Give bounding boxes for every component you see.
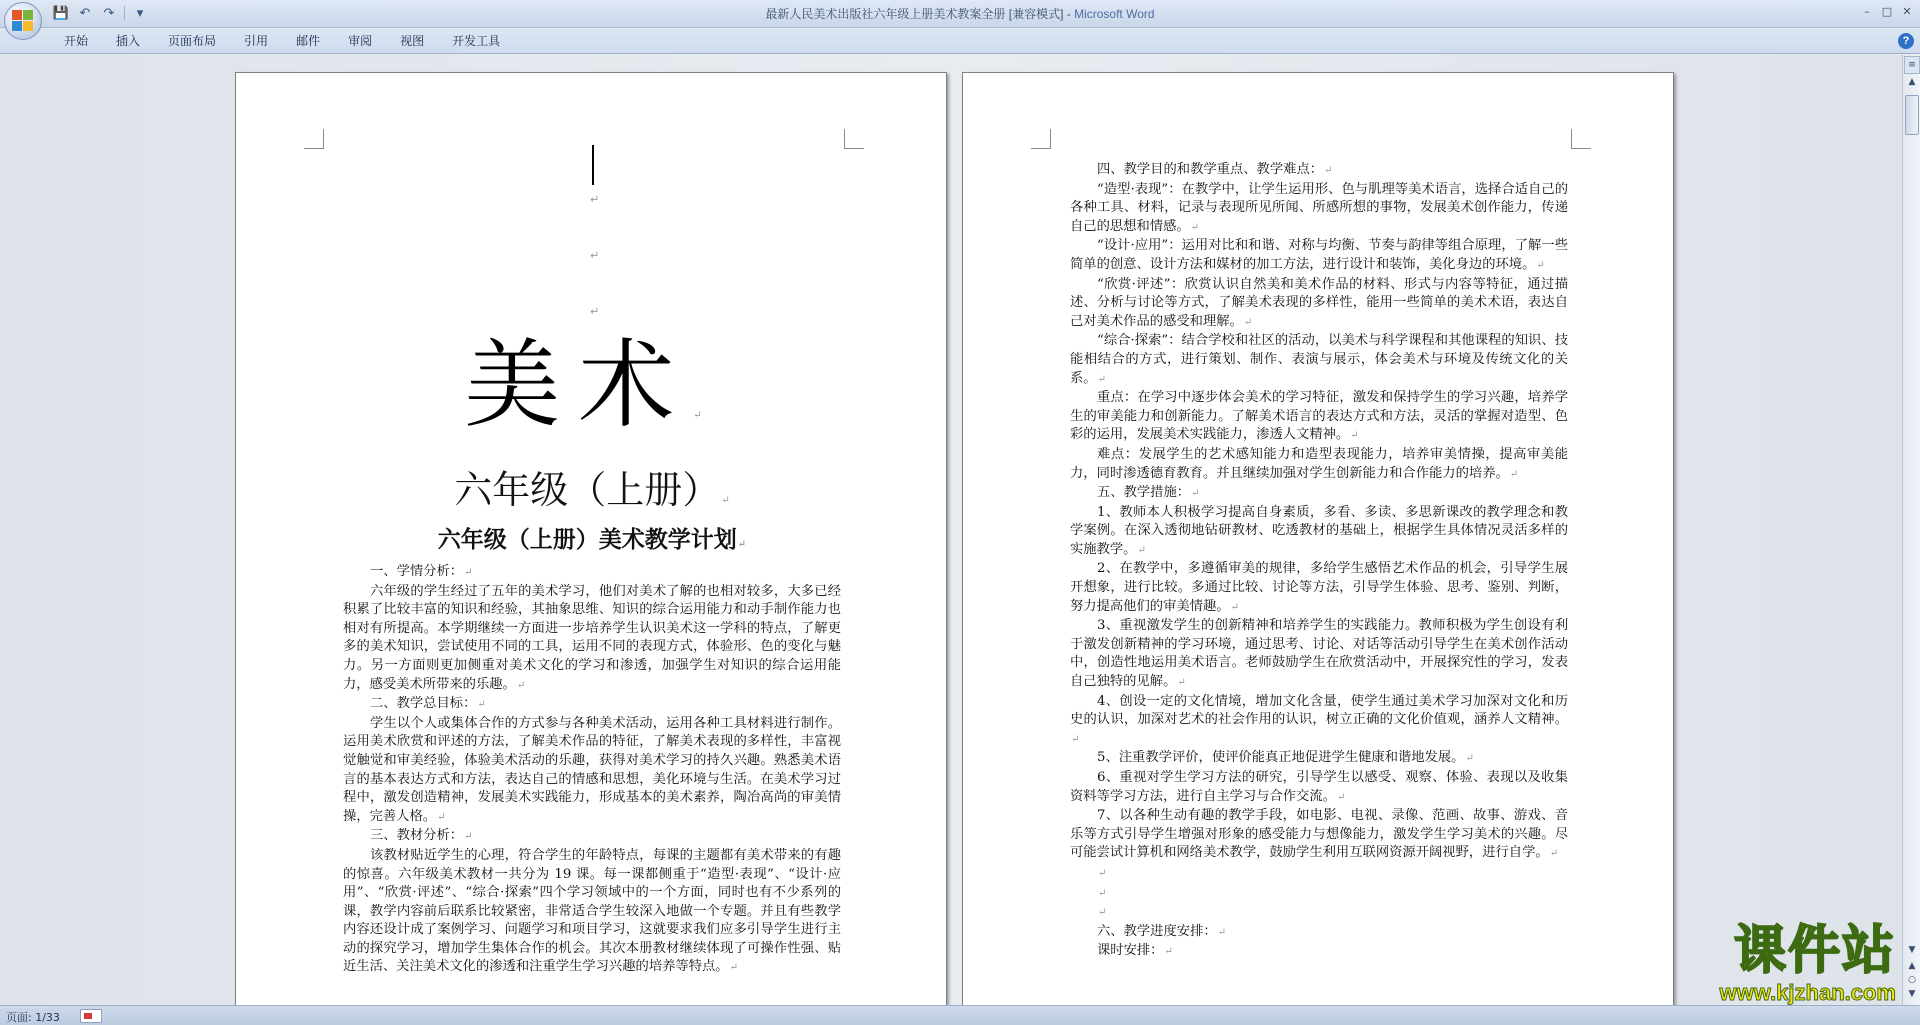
app-name: Microsoft Word xyxy=(1074,7,1155,21)
paragraph: 课时安排：↵ xyxy=(1097,943,1173,959)
paragraph: 7、以各种生动有趣的教学手段，如电影、电视、录像、范画、故事、游戏、音乐等方式引导学生增强对形象的感受能力与想像能力，激发学生学习美术的兴趣。尽可能尝试计算机和网络美术教学，鼓励学生利用互联网资源开阔视野，进行自学。↵ xyxy=(1070,808,1568,861)
tab-home[interactable]: 开始 xyxy=(64,34,89,48)
previous-page-icon[interactable]: ▲ xyxy=(1908,961,1916,971)
watermark-logo xyxy=(1656,922,1896,1004)
watermark-name: 课件站 xyxy=(1733,921,1896,981)
vertical-scrollbar[interactable] xyxy=(1902,55,1920,1005)
view-ruler-icon[interactable]: ≡ xyxy=(1904,56,1920,74)
maximize-icon[interactable]: □ xyxy=(1881,4,1893,18)
office-button[interactable] xyxy=(4,2,42,40)
title-bar xyxy=(0,0,1920,28)
paragraph: 四、教学目的和教学重点、教学难点：↵ xyxy=(1097,162,1333,177)
status-bar xyxy=(0,1005,1920,1025)
window-title xyxy=(0,5,1920,22)
paragraph: 五、教学措施：↵ xyxy=(1097,485,1200,501)
paragraph: 六、教学进度安排：↵ xyxy=(1097,923,1227,939)
paragraph: 三、教材分析：↵ xyxy=(370,828,473,844)
page-1-body xyxy=(343,563,841,978)
cover-subtitle: 六年级（上册）↵ xyxy=(454,468,730,512)
tab-view[interactable]: 视图 xyxy=(400,34,425,48)
tab-insert[interactable]: 插入 xyxy=(116,34,141,48)
crop-mark xyxy=(844,129,864,149)
redo-icon[interactable]: ↷ xyxy=(103,5,115,21)
customize-icon[interactable]: ▾ xyxy=(136,5,144,21)
office-logo-icon xyxy=(12,10,34,32)
paragraph: 一、学情分析：↵ xyxy=(370,564,473,579)
cover-subtitle-text: 六年级（上册） xyxy=(454,468,721,512)
paragraph: 该教材贴近学生的心理，符合学生的年龄特点，每课的主题都有美术带来的有趣的惊喜。六年级美术教材一共分为 19 课。每一课都侧重于“造型·表现”、“设计·应用”、“欣赏·评述”、“综合·探索”四个学习领域中的一个方面，同时也有不少系列的课，教学内容前后联系比较紧密，非常适合学生较深入地做一个专题。并且有些教学内容还设计成了案例学习、问题学习和项目学习，这就要求我们应多引导学生进行主动的探究学习，增加学生集体合作的机会。其次本册教材继续体现了可操作性强、贴近生活、关注美术文化的渗透和注重学生学习兴趣的培养等特点。↵ xyxy=(343,847,841,975)
paragraph-mark-icon: ↵ xyxy=(590,193,600,206)
text-cursor xyxy=(592,145,594,185)
paragraph: “设计·应用”：运用对比和和谐、对称与均衡、节奏与韵律等组合原理，了解一些简单的创意、设计方法和媒材的加工方法，进行设计和装饰，美化身边的环境。↵ xyxy=(1070,238,1568,272)
paragraph: ↵ xyxy=(1098,867,1107,879)
paragraph: “欣赏·评述”：欣赏认识自然美和美术作品的材料、形式与内容等特征，通过描述、分析与讨论等方式，了解美术表现的多样性，能用一些简单的美术术语，表达自己对美术作品的感受和理解。↵ xyxy=(1070,276,1568,329)
help-icon[interactable]: ? xyxy=(1898,33,1914,49)
paragraph: 难点：发展学生的艺术感知能力和造型表现能力，培养审美情操，提高审美能力，同时渗透德育教育。并且继续加强对学生创新能力和合作能力的培养。↵ xyxy=(1070,446,1568,481)
crop-mark xyxy=(304,129,324,149)
paragraph: 六年级的学生经过了五年的美术学习，他们对美术了解的也相对较多，大多已经积累了比较丰富的知识和经验，其抽象思维、知识的综合运用能力和动手制作能力也相对有所提高。本学期继续一方面进一步培养学生认识美术这一学科的特点，了解更多的美术知识，尝试使用不同的工具，运用不同的表现方式，体验形、色的变化与魅力。另一方面则更加侧重对美术文化的学习和渗透，加强学生对知识的综合运用能力，感受美术所带来的乐趣。↵ xyxy=(343,583,841,692)
paragraph: ↵ xyxy=(1098,907,1107,919)
paragraph: “造型·表现”：在教学中，让学生运用形、色与肌理等美术语言，选择合适自己的各种工具、材料，记录与表现所见所闻、所感所想的事物，发展美术创作能力，传递自己的思想和情感。↵ xyxy=(1070,181,1568,234)
tab-review[interactable]: 审阅 xyxy=(348,34,373,48)
page-2-body xyxy=(1070,161,1568,962)
save-icon[interactable]: 💾 xyxy=(52,5,70,21)
crop-mark xyxy=(1031,129,1051,149)
tab-page-layout[interactable]: 页面布局 xyxy=(168,34,217,48)
paragraph: 6、重视对学生学习方法的研究，引导学生以感受、观察、体验、表现以及收集资料等学习方法，进行自主学习与合作交流。↵ xyxy=(1070,770,1568,804)
tab-mailings[interactable]: 邮件 xyxy=(296,34,321,48)
close-icon[interactable]: ✕ xyxy=(1902,4,1912,18)
paragraph: 1、教师本人积极学习提高自身素质，多看、多读、多思新课改的教学理念和教学案例。在深入透彻地钻研教材、吃透教材的基础上，根据学生具体情况灵活多样的实施教学。↵ xyxy=(1070,504,1568,557)
paragraph: “综合·探索”：结合学校和社区的活动，以美术与科学课程和其他课程的知识、技能相结合的方式，进行策划、制作、表演与展示，体会美术与环境及传统文化的关系。↵ xyxy=(1070,333,1568,386)
paragraph: 5、注重教学评价，使评价能真正地促进学生健康和谐地发展。↵ xyxy=(1097,750,1474,766)
ribbon xyxy=(0,28,1920,54)
watermark-url: www.kjzhan.com xyxy=(1719,980,1896,1005)
page-count[interactable]: 页面: 1/33 xyxy=(6,1011,60,1024)
window-controls xyxy=(1858,3,1916,19)
paragraph: 3、重视激发学生的创新精神和培养学生的实践能力。教师积极为学生创设有利于激发创新精神的学习环境，通过思考、讨论、对话等活动引导学生在美术创作活动中，创造性地运用美术语言。老师鼓励学生在欣赏活动中，开展探究性的学习，发表自己独特的见解。↵ xyxy=(1070,618,1568,690)
paragraph: ↵ xyxy=(1098,887,1107,899)
document-title: 最新人民美术出版社六年级上册美术教案全册 [兼容模式] - xyxy=(765,7,1075,21)
tab-developer[interactable]: 开发工具 xyxy=(452,34,501,48)
tab-references[interactable]: 引用 xyxy=(244,34,269,48)
paragraph: 二、教学总目标：↵ xyxy=(370,696,486,712)
cover-title: 美术↵ xyxy=(464,329,720,441)
page-1[interactable] xyxy=(235,72,947,1005)
scroll-up-icon[interactable]: ▲ xyxy=(1908,77,1916,87)
undo-icon[interactable]: ↶ xyxy=(79,5,91,21)
select-browse-object-icon[interactable]: ○ xyxy=(1908,975,1916,985)
minimize-icon[interactable]: – xyxy=(1864,4,1870,18)
plan-title: 六年级（上册）美术教学计划↵ xyxy=(437,526,747,553)
crop-mark xyxy=(1571,129,1591,149)
scrollbar-thumb[interactable] xyxy=(1905,95,1919,135)
next-page-icon[interactable]: ▼ xyxy=(1908,989,1916,999)
paragraph: 学生以个人或集体合作的方式参与各种美术活动，运用各种工具材料进行制作。运用美术欣赏和评述的方法，了解美术作品的特征，了解美术表现的多样性，丰富视觉触觉和审美经验，体验美术活动的乐趣，获得对美术学习的持久兴趣。熟悉美术语言的基本表达方式和方法，表达自己的情感和思想，美化环境与生活。在美术学习过程中，激发创造精神，发展美术实践能力，形成基本的美术素养，陶冶高尚的审美情操，完善人格。↵ xyxy=(343,715,841,824)
cover-title-text: 美术 xyxy=(464,329,693,441)
ribbon-tabs xyxy=(50,28,514,54)
paragraph-mark-icon: ↵ xyxy=(590,249,600,262)
page-2[interactable] xyxy=(962,72,1674,1005)
paragraph-mark-icon: ↵ xyxy=(590,305,600,318)
paragraph: 2、在教学中，多遵循审美的规律，多给学生感悟艺术作品的机会，引导学生展开想象，进行比较。多通过比较、讨论等方法，引导学生体验、思考、鉴别、判断，努力提高他们的审美情趣。↵ xyxy=(1070,561,1568,614)
paragraph: 4、创设一定的文化情境，增加文化含量，使学生通过美术学习加深对文化和历史的认识，加深对艺术的社会作用的认识，树立正确的文化价值观，涵养人文精神。↵ xyxy=(1070,693,1568,745)
proofing-icon[interactable] xyxy=(80,1009,102,1023)
plan-title-text: 六年级（上册）美术教学计划 xyxy=(437,526,737,553)
paragraph: 重点：在学习中逐步体会美术的学习特征，激发和保持学生的学习兴趣，培养学生的审美能力和创新能力。了解美术语言的表达方式和方法，灵活的掌握对造型、色彩的运用，发展美术实践能力，渗透人文精神。↵ xyxy=(1070,390,1568,443)
scroll-down-icon[interactable]: ▼ xyxy=(1908,945,1916,955)
document-workspace[interactable] xyxy=(0,55,1902,1005)
